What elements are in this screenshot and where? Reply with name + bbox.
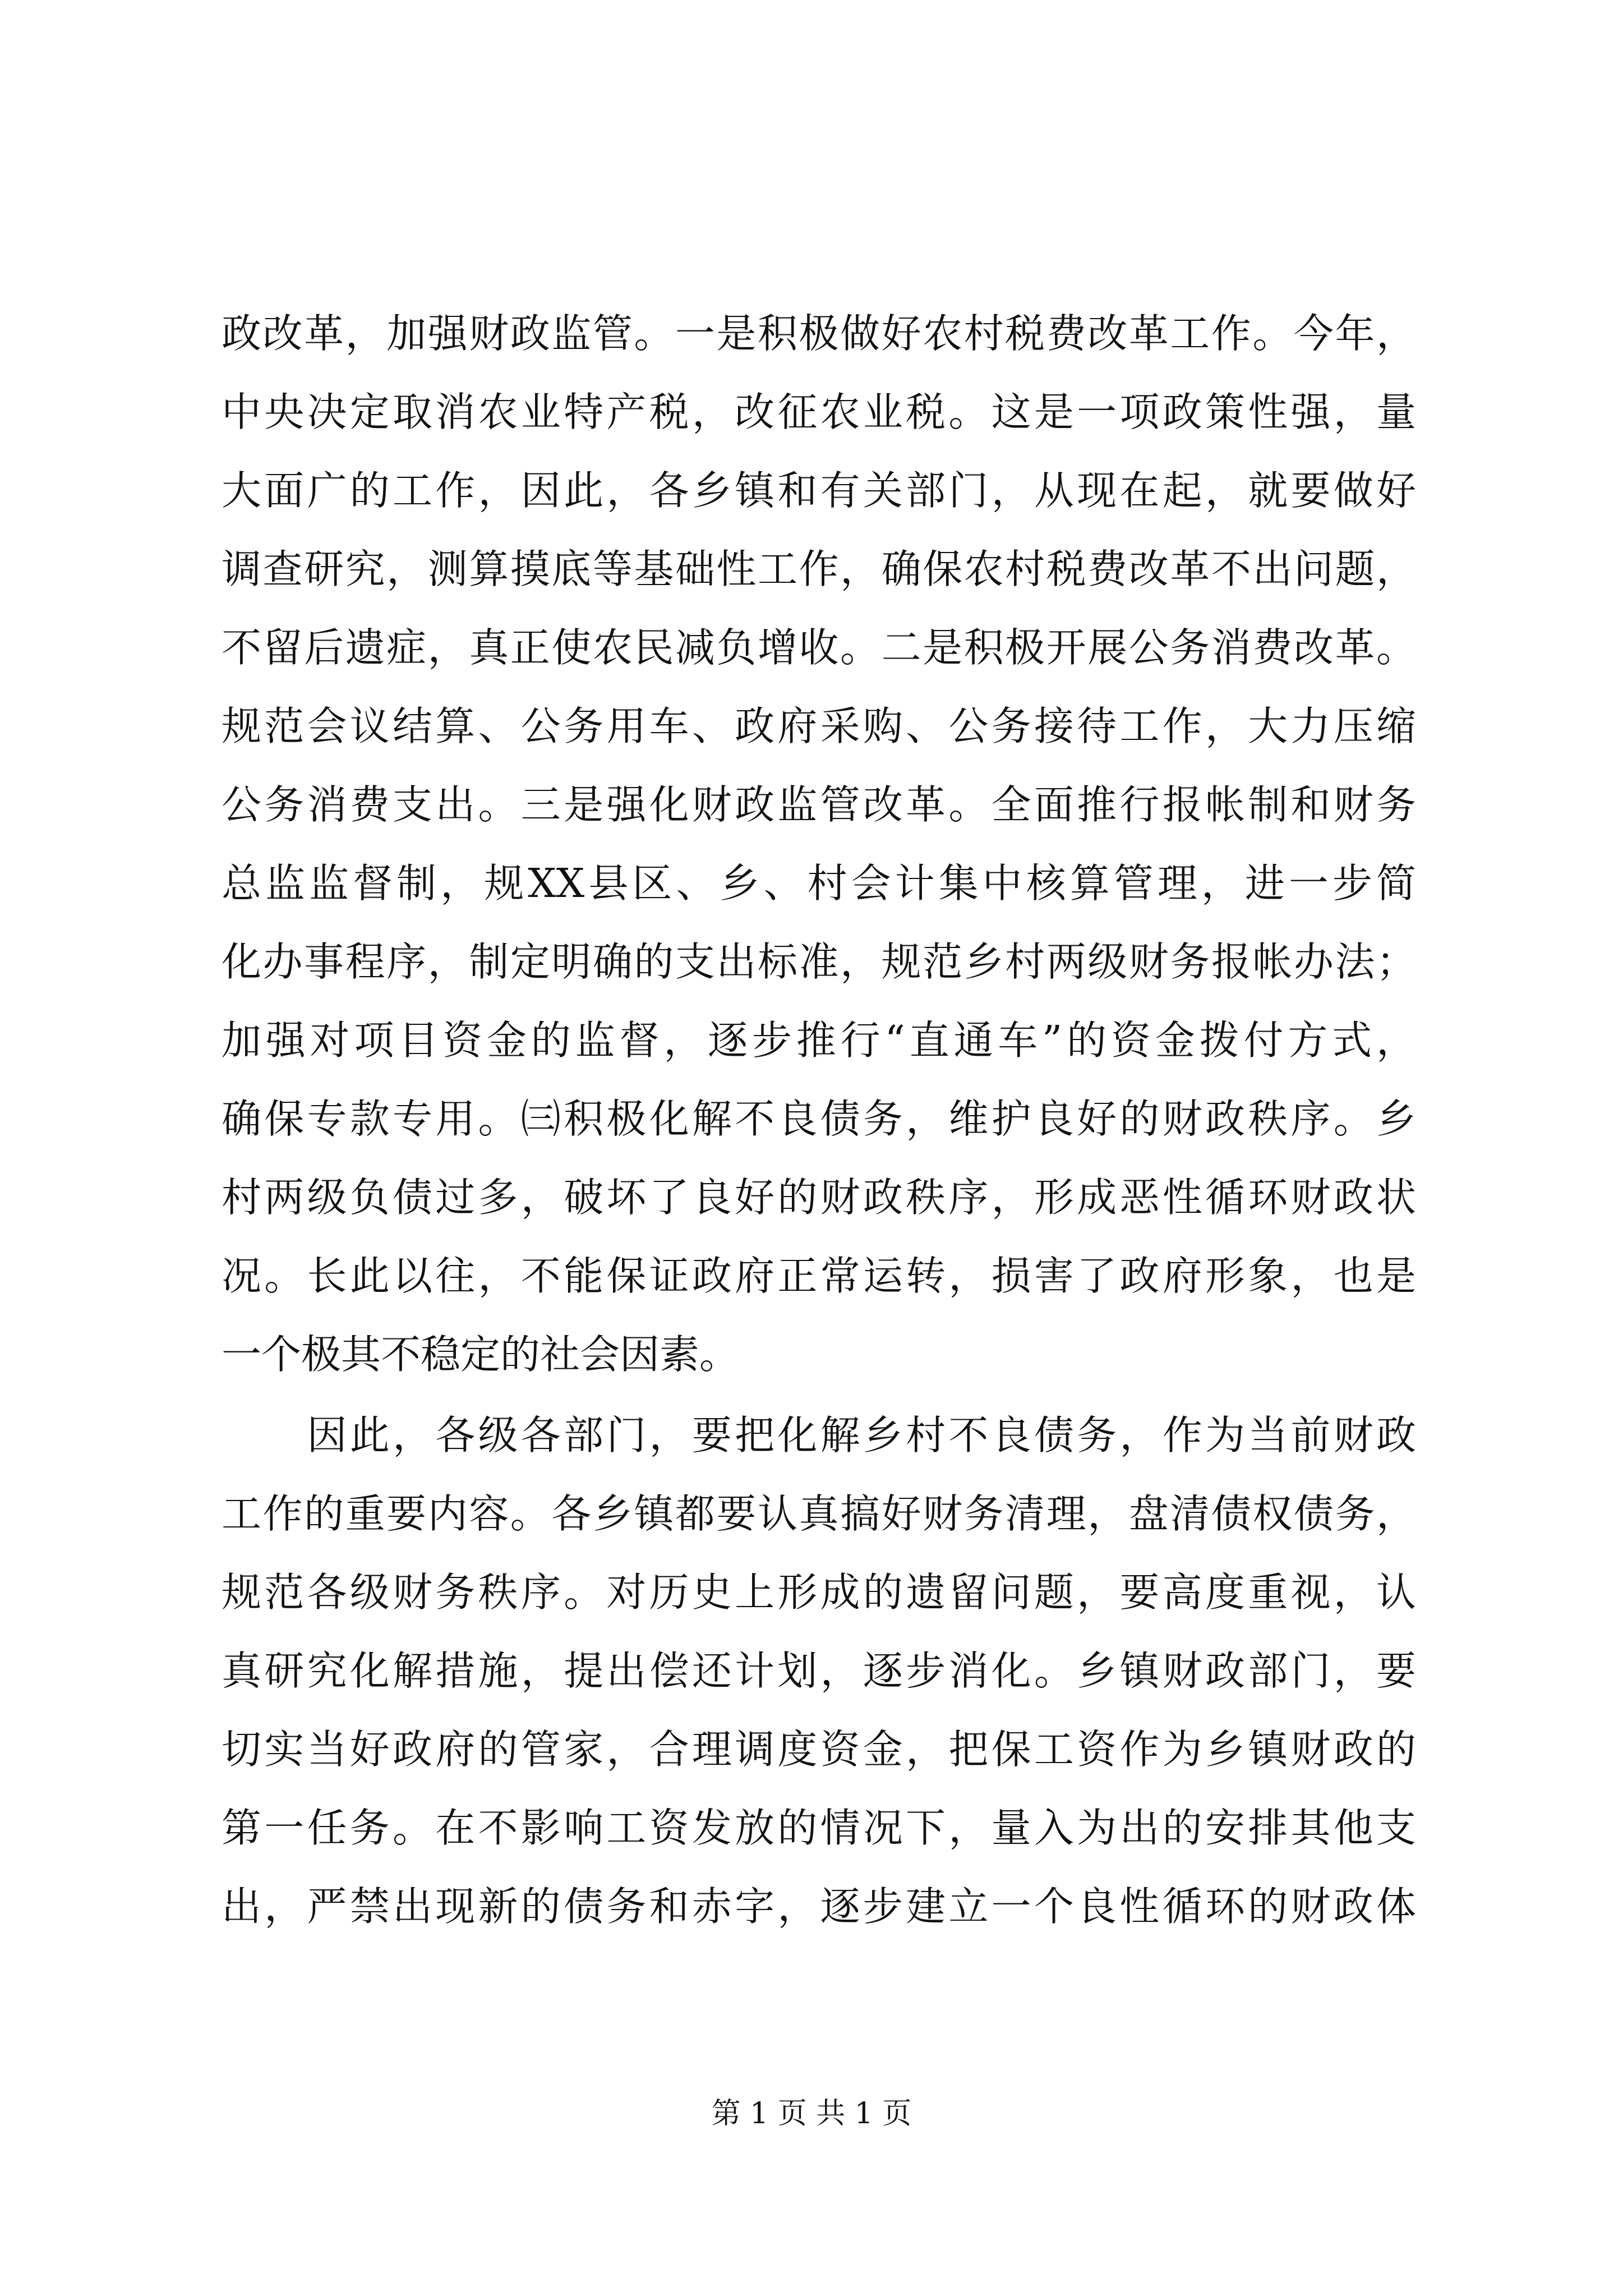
text-line-19: 切实当好政府的管家，合理调度资金，把保工资作为乡镇财政的 bbox=[222, 1726, 1416, 1773]
text-line-11: 确保专款专用。㈢积极化解不良债务，维护良好的财政秩序。乡 bbox=[222, 1096, 1416, 1142]
text-line-1: 政改革，加强财政监管。一是积极做好农村税费改革工作。今年， bbox=[222, 310, 1416, 357]
text-line-5: 不留后遗症，真正使农民减负增收。二是积极开展公务消费改革。 bbox=[222, 624, 1416, 671]
text-line-21: 出，严禁出现新的债务和赤字，逐步建立一个良性循环的财政体 bbox=[222, 1883, 1416, 1930]
text-line-10: 加强对项目资金的监督，逐步推行“直通车”的资金拨付方式， bbox=[222, 1017, 1416, 1064]
text-line-18: 真研究化解措施，提出偿还计划，逐步消化。乡镇财政部门，要 bbox=[222, 1648, 1416, 1694]
text-line-16: 工作的重要内容。各乡镇都要认真搞好财务清理，盘清债权债务， bbox=[222, 1490, 1416, 1537]
text-line-8: 总监监督制，规XX县区、乡、村会计集中核算管理，进一步简 bbox=[222, 860, 1416, 907]
text-line-15: 因此，各级各部门，要把化解乡村不良债务，作为当前财政 bbox=[222, 1412, 1416, 1458]
page-number-footer: 第 1 页 共 1 页 bbox=[711, 2097, 912, 2131]
text-line-2: 中央决定取消农业特产税，改征农业税。这是一项政策性强，量 bbox=[222, 389, 1416, 435]
text-line-7: 公务消费支出。三是强化财政监管改革。全面推行报帐制和财务 bbox=[222, 781, 1416, 828]
text-line-4: 调查研究，测算摸底等基础性工作，确保农村税费改革不出问题， bbox=[222, 546, 1416, 592]
text-line-9: 化办事程序，制定明确的支出标准，规范乡村两级财务报帐办法； bbox=[222, 938, 1416, 985]
text-line-20: 第一任务。在不影响工资发放的情况下，量入为出的安排其他支 bbox=[222, 1805, 1416, 1851]
text-line-14: 一个极其不稳定的社会因素。 bbox=[222, 1331, 740, 1378]
body-text bbox=[222, 295, 1416, 1946]
text-line-17: 规范各级财务秩序。对历史上形成的遗留问题，要高度重视，认 bbox=[222, 1569, 1416, 1616]
text-line-12: 村两级负债过多，破坏了良好的财政秩序，形成恶性循环财政状 bbox=[222, 1174, 1416, 1221]
text-line-3: 大面广的工作，因此，各乡镇和有关部门，从现在起，就要做好 bbox=[222, 467, 1416, 514]
text-line-13: 况。长此以往，不能保证政府正常运转，损害了政府形象，也是 bbox=[222, 1253, 1416, 1299]
text-line-6: 规范会议结算、公务用车、政府采购、公务接待工作，大力压缩 bbox=[222, 703, 1416, 749]
